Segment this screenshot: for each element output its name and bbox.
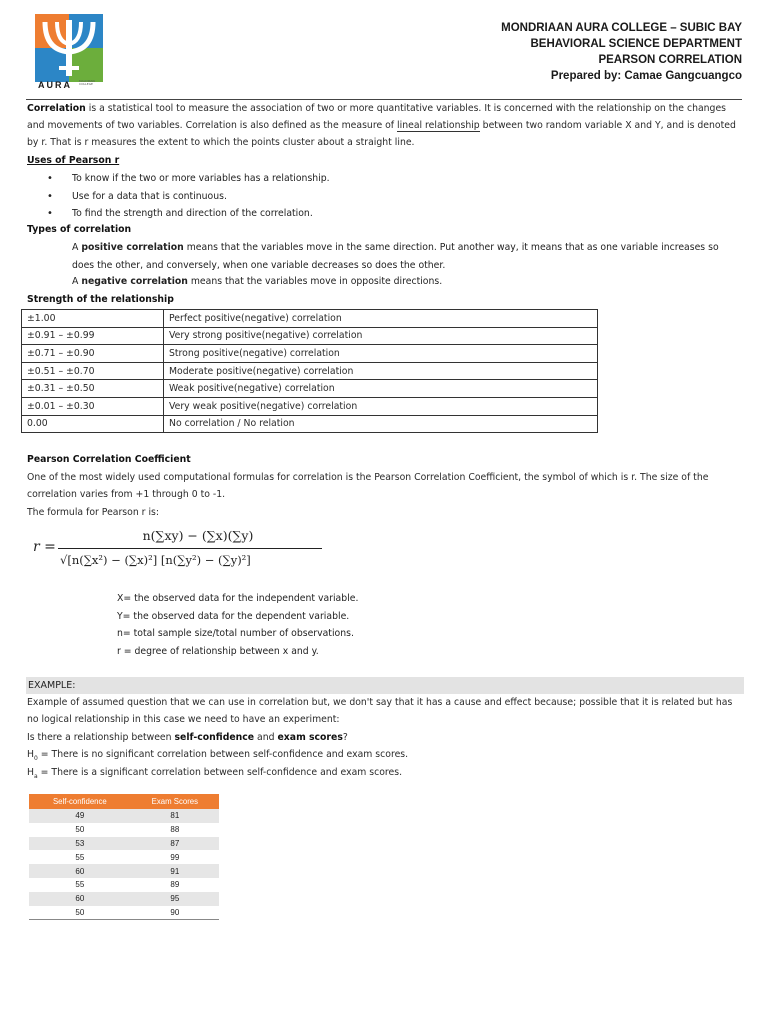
variable-definitions: [117, 590, 358, 660]
table-row: [29, 850, 219, 864]
strength-range: 0.00: [22, 415, 164, 433]
definition-r: r = degree of relationship between x and y.: [117, 645, 319, 657]
strength-description: Very weak positive(negative) correlation: [164, 397, 598, 415]
strength-range: ±0.91 – ±0.99: [22, 327, 164, 345]
column-header-self-confidence: Self-confidence: [29, 794, 131, 809]
table-row: [22, 345, 598, 363]
table-row: [22, 327, 598, 345]
cell: 60: [29, 892, 131, 906]
uses-heading-text: Uses of Pearson r: [27, 155, 120, 166]
header-line-topic: PEARSON CORRELATION: [598, 54, 742, 66]
question-end: ?: [342, 732, 348, 743]
table-row: [29, 823, 219, 837]
table-header-row: [29, 794, 219, 809]
column-header-exam-scores: Exam Scores: [131, 794, 219, 809]
table-row: [29, 809, 219, 823]
example-paragraph: Example of assumed question that we can use in correlation but, we don't say that it has a cause and effect because; possible that it is related but has no logical relationship in this case we need to have an experiment:: [27, 697, 733, 725]
cell: 90: [131, 906, 219, 920]
strength-range: ±1.00: [22, 310, 164, 328]
positive-correlation-paragraph: [72, 239, 742, 274]
strength-table: [21, 309, 598, 433]
list-item: • To know if the two or more variables has a relationship.: [47, 170, 647, 188]
formula-numerator: n(∑xy) − (∑x)(∑y): [142, 528, 254, 543]
negative-correlation-text: means that the variables move in opposite directions.: [187, 276, 443, 287]
strength-description: Moderate positive(negative) correlation: [164, 362, 598, 380]
pearson-paragraph: One of the most widely used computational formulas for correlation is the Pearson Correlation Coefficient, the symbol of which is r. The size of the correlation varies from +1 through 0 to -1.: [27, 472, 709, 500]
example-label: EXAMPLE:: [26, 677, 744, 694]
intro-term: Correlation: [27, 103, 86, 114]
question-mid: and: [254, 732, 278, 743]
question-var-1: self-confidence: [174, 732, 255, 743]
table-row: [22, 310, 598, 328]
cell: 99: [170, 852, 180, 862]
logo-wordmark: AURA: [38, 80, 72, 90]
pearson-formula: [33, 524, 303, 574]
header-line-college: MONDRIAAN AURA COLLEGE – SUBIC BAY: [501, 22, 742, 34]
intro-text-2: between two random variable X and Y, and is denoted by r. That is r measures the extent to which the points cluster about a straight line.: [27, 120, 736, 148]
pearson-heading: Pearson Correlation Coefficient: [27, 454, 191, 465]
definition-x: X= the observed data for the independent variable.: [117, 593, 359, 604]
document-header: [501, 20, 742, 84]
table-row: [22, 415, 598, 433]
alternative-hypothesis: [27, 764, 741, 785]
example-data-table: [29, 794, 219, 920]
cell: 81: [131, 809, 219, 823]
neg-pre: A: [72, 276, 82, 287]
strength-description: Very strong positive(negative) correlation: [164, 327, 598, 345]
cell: 88: [170, 825, 180, 835]
lineal-relationship-link[interactable]: lineal relationship: [397, 120, 480, 131]
cell: 50: [75, 825, 85, 835]
cell: 91: [131, 864, 219, 878]
question-var-2: exam scores: [277, 732, 343, 743]
h0-subscript: 0: [34, 754, 38, 762]
table-row: [29, 906, 219, 920]
pos-pre: A: [72, 242, 82, 253]
formula-lhs: r =: [33, 539, 56, 555]
cell: 60: [29, 864, 131, 878]
types-heading: Types of correlation: [27, 224, 132, 235]
definition-n: n= total sample size/total number of observations.: [117, 628, 354, 639]
table-row: [22, 362, 598, 380]
table-row: [29, 864, 219, 878]
table-row: [29, 892, 219, 906]
strength-description: Weak positive(negative) correlation: [164, 380, 598, 398]
cell: 55: [75, 880, 85, 890]
table-row: [29, 837, 219, 851]
cell: 87: [131, 837, 219, 851]
positive-correlation-term: positive correlation: [81, 242, 184, 253]
list-item: • To find the strength and direction of the correlation.: [47, 205, 647, 223]
header-line-author: Prepared by: Camae Gangcuangco: [550, 70, 742, 82]
cell: 53: [29, 837, 131, 851]
definition-y: Y= the observed data for the dependent variable.: [117, 610, 350, 622]
header-line-department: BEHAVIORAL SCIENCE DEPARTMENT: [530, 38, 742, 50]
cell: 55: [75, 852, 85, 862]
logo-subtext: MALDIRAN COLLEGE: [79, 79, 95, 86]
table-row: [22, 397, 598, 415]
strength-range: ±0.71 – ±0.90: [22, 345, 164, 363]
cell: 95: [131, 892, 219, 906]
positive-correlation-text: means that the variables move in the same direction. Put another way, it means that as one variable increases so does the other, and conversely, when one variable decreases so does the other.: [72, 242, 719, 271]
ha-text: = There is a significant correlation between self-confidence and exam scores.: [37, 767, 403, 778]
formula-denominator: √[n(∑x²) − (∑x)²] [n(∑y²) − (∑y)²]: [60, 553, 251, 567]
cell: 49: [29, 809, 131, 823]
question-pre: Is there a relationship between: [27, 732, 175, 743]
cell: 89: [170, 880, 180, 890]
strength-description: Perfect positive(negative) correlation: [164, 310, 598, 328]
table-row: [29, 878, 219, 892]
example-question: [27, 729, 741, 746]
h0-label: H: [27, 749, 34, 760]
negative-correlation-paragraph: [72, 273, 742, 291]
strength-heading: Strength of the relationship: [27, 294, 174, 305]
strength-range: ±0.51 – ±0.70: [22, 362, 164, 380]
intro-text-1: is a statistical tool to measure the association of two or more quantitative variables. It is concerned with the relationship on the changes and movements of two variables. Correlation is also defined as the measure of: [27, 103, 727, 131]
formula-fraction-bar: [58, 548, 322, 549]
negative-correlation-term: negative correlation: [81, 276, 188, 287]
table-row: [22, 380, 598, 398]
uses-list: [47, 170, 647, 223]
formula-intro: The formula for Pearson r is:: [27, 507, 160, 518]
list-item: • Use for a data that is continuous.: [47, 188, 647, 206]
cell: 50: [29, 906, 131, 920]
strength-description: No correlation / No relation: [164, 415, 598, 433]
h0-text: = There is no significant correlation between self-confidence and exam scores.: [37, 749, 409, 760]
college-logo-icon: [35, 14, 103, 88]
ha-subscript: a: [34, 772, 38, 780]
uses-heading: [27, 152, 741, 169]
strength-range: ±0.01 – ±0.30: [22, 397, 164, 415]
intro-paragraph: [27, 100, 741, 151]
strength-description: Strong positive(negative) correlation: [164, 345, 598, 363]
strength-range: ±0.31 – ±0.50: [22, 380, 164, 398]
ha-label: H: [27, 767, 34, 778]
